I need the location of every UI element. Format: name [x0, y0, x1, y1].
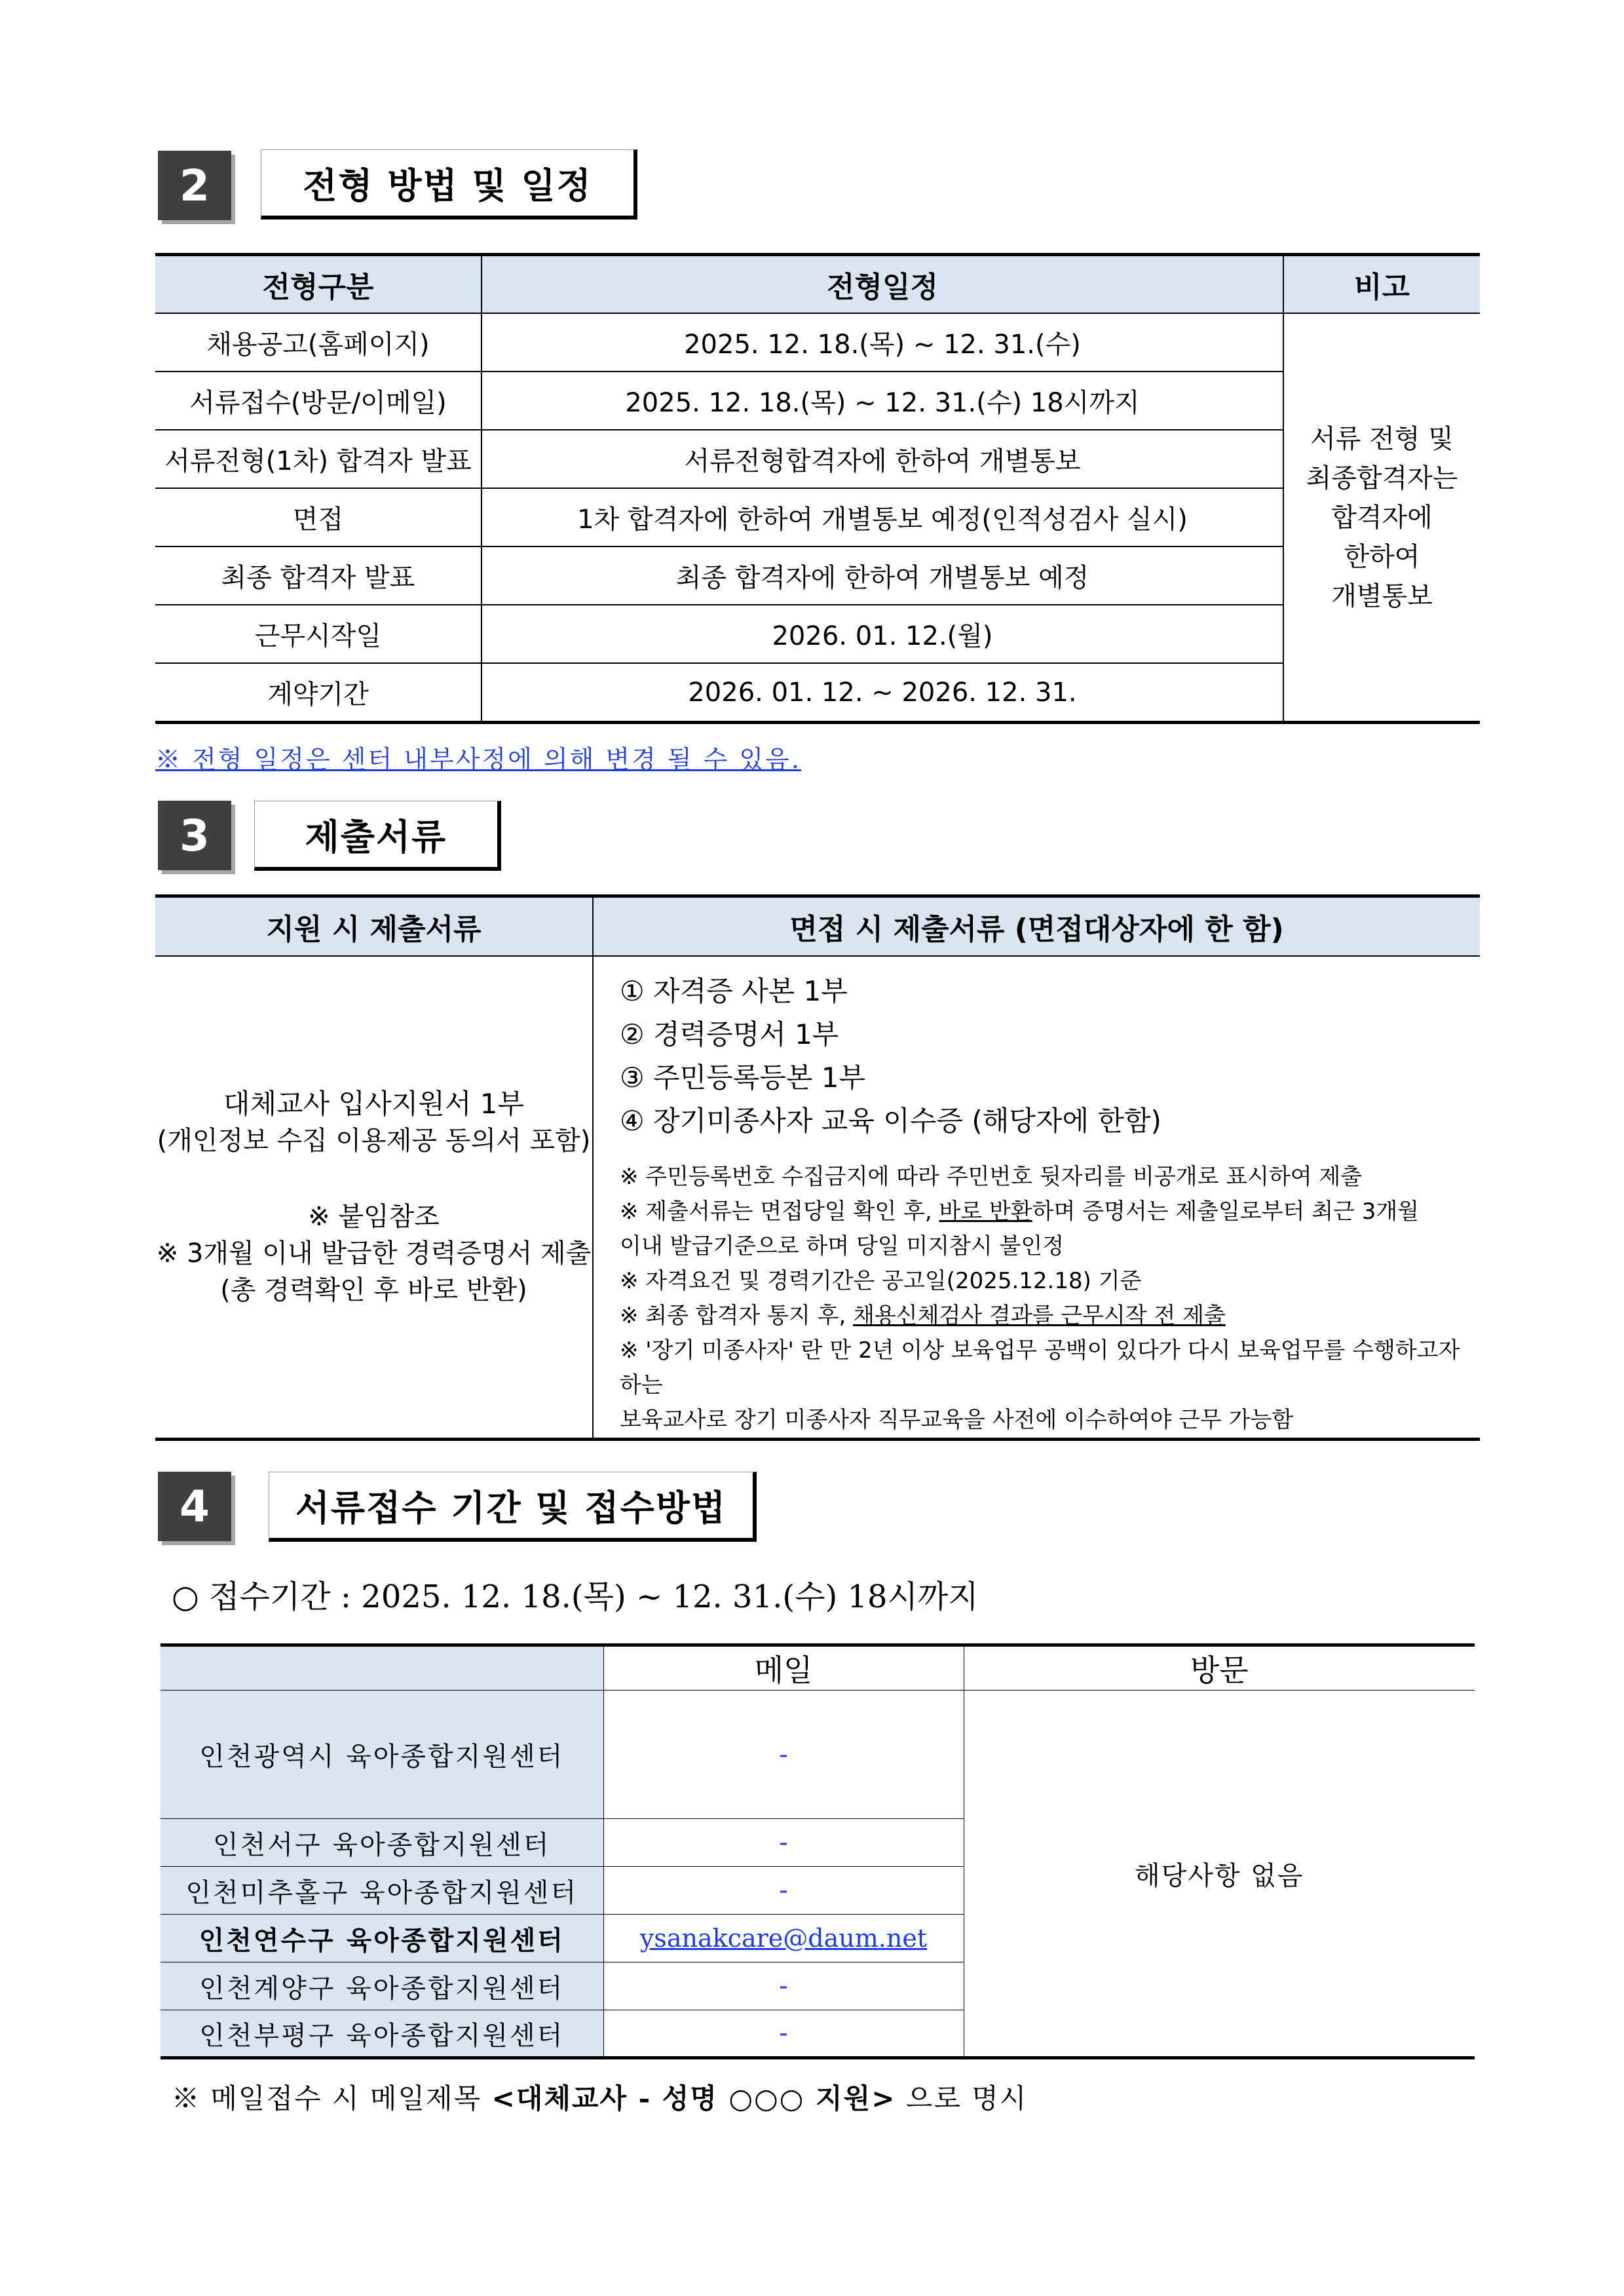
table-row	[155, 430, 1480, 488]
center-name: 인천부평구 육아종합지원센터	[161, 2010, 603, 2058]
row-category: 서류접수(방문/이메일)	[155, 372, 482, 430]
schedule-table	[155, 253, 1480, 724]
center-name: 인천광역시 육아종합지원센터	[161, 1691, 603, 1819]
remark-line: 서류 전형 및	[1310, 423, 1454, 454]
apply-docs-cell	[155, 956, 593, 1440]
visit-cell: 해당사항 없음	[964, 1691, 1475, 2058]
section-number-2: 2	[158, 151, 231, 220]
row-schedule: 최종 합격자에 한하여 개별통보 예정	[482, 546, 1283, 605]
header-category: 전형구분	[155, 255, 482, 314]
mail-notice-text: ※ 메일접수 시 메일제목	[172, 2082, 492, 2114]
section-number-3: 3	[158, 801, 231, 870]
remark-line: 합격자에	[1331, 502, 1433, 533]
documents-table	[155, 894, 1480, 1441]
doc-note-text: 하며 증명서는 제출일로부터 최근 3개월	[1032, 1198, 1420, 1225]
table-header-row	[161, 1645, 1475, 1691]
header-mail: 메일	[603, 1645, 964, 1691]
header-blank	[161, 1645, 603, 1691]
doc-note: 보육교사로 장기 미종사자 직무교육을 사전에 이수하여야 근무 가능함	[620, 1407, 1294, 1433]
table-header-row	[155, 896, 1480, 957]
row-schedule: 2025. 12. 18.(목) ~ 12. 31.(수) 18시까지	[482, 372, 1283, 430]
header-schedule: 전형일정	[482, 255, 1283, 314]
mail-notice-bold: <대체교사 - 성명 ○○○ 지원>	[491, 2082, 896, 2114]
row-schedule: 서류전형합격자에 한하여 개별통보	[482, 430, 1283, 488]
row-category: 계약기간	[155, 663, 482, 723]
table-row	[155, 372, 1480, 430]
center-mail: -	[603, 1819, 964, 1867]
table-header-row	[155, 255, 1480, 314]
interview-docs-cell	[593, 956, 1480, 1440]
apply-note-3: (총 경력확인 후 바로 반환)	[220, 1275, 527, 1305]
center-mail-cell	[603, 1915, 964, 1962]
remark-line: 한하여	[1344, 541, 1420, 572]
center-mail: -	[603, 1691, 964, 1819]
receipt-table	[161, 1643, 1475, 2059]
header-remark: 비고	[1283, 255, 1480, 314]
doc-note-text: ※ 최종 합격자 통지 후,	[620, 1303, 854, 1329]
section-title-2: 전형 방법 및 일정	[261, 149, 637, 220]
section-number-4: 4	[158, 1472, 231, 1541]
header-interview-docs: 면접 시 제출서류 (면접대상자에 한 함)	[593, 896, 1480, 957]
email-link[interactable]: ysanakcare@daum.net	[639, 1924, 928, 1953]
doc-item: ③ 주민등록등본 1부	[620, 1062, 866, 1094]
table-row	[155, 605, 1480, 663]
mail-notice	[172, 2077, 1027, 2116]
row-category: 최종 합격자 발표	[155, 546, 482, 605]
header-visit: 방문	[964, 1645, 1475, 1691]
table-row	[155, 313, 1480, 372]
section-title-4: 서류접수 기간 및 접수방법	[269, 1472, 757, 1542]
row-schedule: 1차 합격자에 한하여 개별통보 예정(인적성검사 실시)	[482, 488, 1283, 546]
doc-item: ④ 장기미종사자 교육 이수증 (해당자에 한함)	[620, 1105, 1161, 1137]
table-row	[155, 488, 1480, 546]
doc-item: ② 경력증명서 1부	[620, 1018, 839, 1050]
doc-item: ① 자격증 사본 1부	[620, 975, 848, 1007]
table-row	[155, 546, 1480, 605]
apply-doc-sub: (개인정보 수집 이용제공 동의서 포함)	[157, 1126, 591, 1156]
center-name: 인천미추홀구 육아종합지원센터	[161, 1867, 603, 1915]
section-title-3: 제출서류	[254, 801, 501, 871]
center-name: 인천연수구 육아종합지원센터	[161, 1915, 603, 1962]
doc-note	[620, 1195, 1480, 1229]
center-name: 인천서구 육아종합지원센터	[161, 1819, 603, 1867]
center-mail: -	[603, 2010, 964, 2058]
table-row	[155, 663, 1480, 723]
mail-notice-text: 으로 명시	[896, 2082, 1028, 2114]
row-category: 채용공고(홈페이지)	[155, 313, 482, 372]
doc-note: 이내 발급기준으로 하며 당일 미지참시 불인정	[620, 1233, 1065, 1259]
center-name: 인천계양구 육아종합지원센터	[161, 1962, 603, 2010]
doc-note-underline: 채용신체검사 결과를 근무시작 전 제출	[853, 1303, 1226, 1329]
receipt-period: ○ 접수기간 : 2025. 12. 18.(목) ~ 12. 31.(수) 18시까지	[172, 1578, 979, 1615]
row-category: 근무시작일	[155, 605, 482, 663]
doc-note-underline: 바로 반환	[939, 1198, 1032, 1225]
apply-note-2: ※ 3개월 이내 발급한 경력증명서 제출	[156, 1238, 592, 1269]
remark-cell	[1283, 313, 1480, 723]
schedule-notice: ※ 전형 일정은 센터 내부사정에 의해 변경 될 수 있음.	[155, 745, 801, 774]
doc-note: ※ 자격요건 및 경력기간은 공고일(2025.12.18) 기준	[620, 1268, 1142, 1294]
row-schedule: 2026. 01. 12.(월)	[482, 605, 1283, 663]
doc-note: ※ 주민등록번호 수집금지에 따라 주민번호 뒷자리를 비공개로 표시하여 제출	[620, 1164, 1363, 1190]
row-schedule: 2026. 01. 12. ~ 2026. 12. 31.	[482, 663, 1283, 723]
table-row	[155, 956, 1480, 1440]
doc-note	[620, 1299, 1480, 1333]
table-row	[161, 1691, 1475, 1819]
apply-note-1: ※ 붙임참조	[308, 1202, 440, 1232]
center-mail: -	[603, 1867, 964, 1915]
row-schedule: 2025. 12. 18.(목) ~ 12. 31.(수)	[482, 313, 1283, 372]
doc-note: ※ '장기 미종사자' 란 만 2년 이상 보육업무 공백이 있다가 다시 보육업무를 수행하고자 하는	[620, 1337, 1460, 1398]
row-category: 서류전형(1차) 합격자 발표	[155, 430, 482, 488]
remark-line: 개별통보	[1331, 581, 1433, 611]
center-mail: -	[603, 1962, 964, 2010]
row-category: 면접	[155, 488, 482, 546]
remark-line: 최종합격자는	[1306, 463, 1458, 493]
apply-doc-main: 대체교사 입사지원서 1부	[223, 1088, 525, 1120]
header-apply-docs: 지원 시 제출서류	[155, 896, 593, 957]
doc-note-text: ※ 제출서류는 면접당일 확인 후,	[620, 1198, 939, 1225]
